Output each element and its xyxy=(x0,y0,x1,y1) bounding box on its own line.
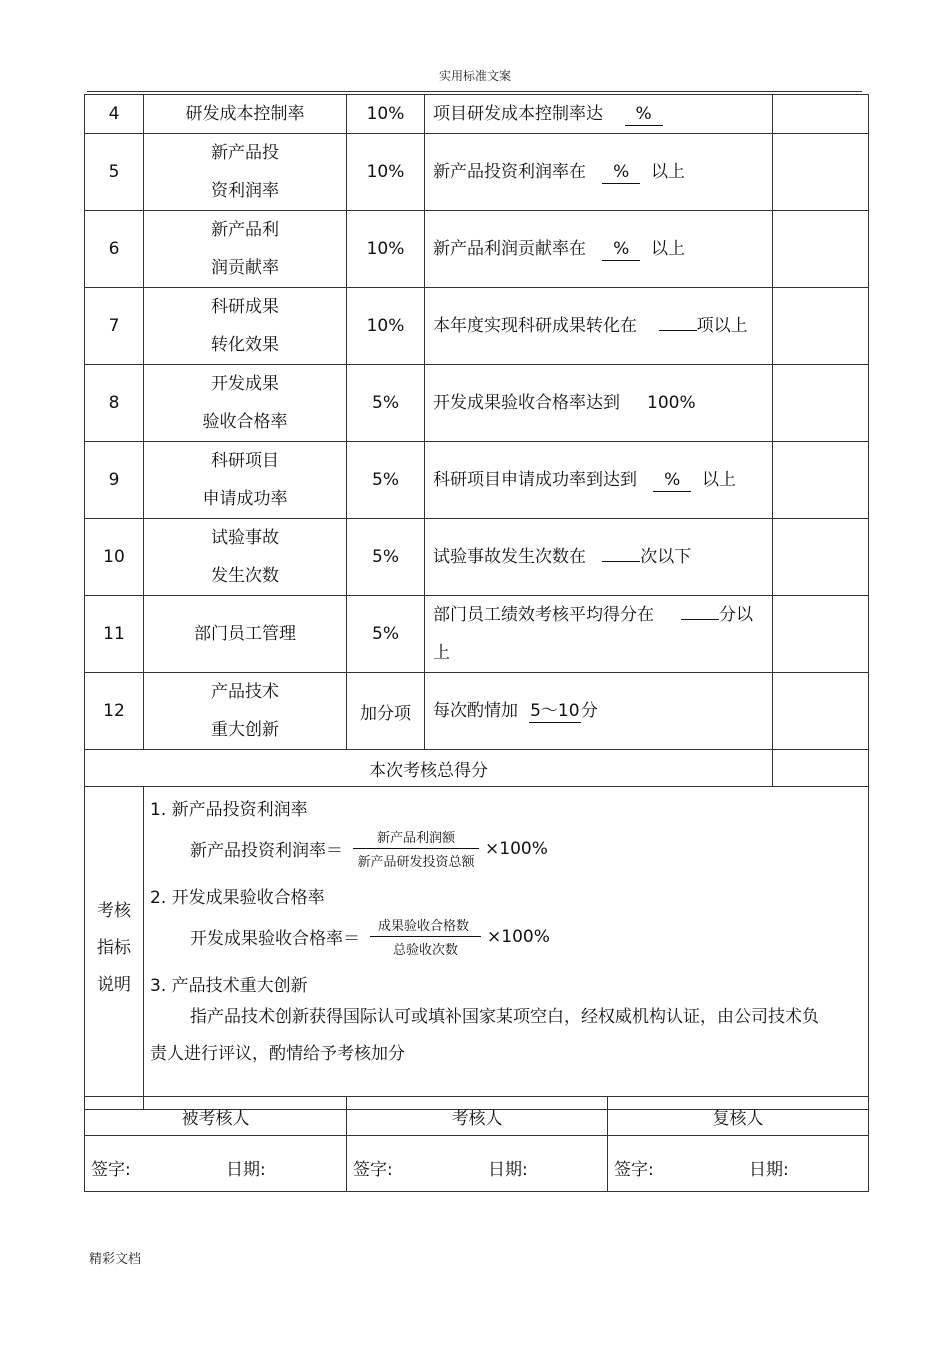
indicator-name-line: 新产品投 xyxy=(211,143,279,163)
signature-table xyxy=(84,1096,869,1192)
indicator-name-line: 资利润率 xyxy=(211,181,279,201)
target-text: 部门员工绩效考核平均得分在 xyxy=(433,605,654,625)
target-suffix: 100% xyxy=(647,393,696,413)
table-row xyxy=(85,442,869,519)
target-suffix: 次以下 xyxy=(640,547,692,567)
target-suffix: 以上 xyxy=(651,239,686,259)
sign-label: 签字: xyxy=(353,1160,393,1180)
score-cell xyxy=(773,673,869,750)
indicator-name-line: 发生次数 xyxy=(211,566,279,586)
total-score-label: 本次考核总得分 xyxy=(85,750,773,787)
explanation-label xyxy=(85,787,144,1110)
target-suffix: 以上 xyxy=(702,470,737,490)
indicator-name-line: 科研成果 xyxy=(211,297,279,317)
explanation-row xyxy=(85,787,869,1110)
indicator-name xyxy=(144,365,347,442)
score-cell xyxy=(773,95,869,134)
table-row xyxy=(85,95,869,134)
target-description xyxy=(425,95,773,134)
target-text: 新产品利润贡献率在 xyxy=(433,239,586,259)
weight-cell: 5% xyxy=(347,519,425,596)
target-description xyxy=(425,519,773,596)
indicator-name xyxy=(144,596,347,673)
target-text: 项目研发成本控制率达 xyxy=(433,104,603,124)
formula-1-multiplier: ×100% xyxy=(485,838,548,859)
formula-2-numerator: 成果验收合格数 xyxy=(370,915,481,937)
formula-2-fraction xyxy=(370,915,481,958)
target-suffix: 以上 xyxy=(651,162,686,182)
formula-1-fraction xyxy=(353,827,479,870)
indicator-name xyxy=(144,95,347,134)
indicator-name xyxy=(144,211,347,288)
weight-cell: 加分项 xyxy=(347,673,425,750)
row-number: 10 xyxy=(85,519,144,596)
explanation-label-line: 说明 xyxy=(97,974,131,995)
weight-cell: 10% xyxy=(347,95,425,134)
total-score-cell xyxy=(773,750,869,787)
explanation-label-line: 指标 xyxy=(97,937,131,958)
formula-2-multiplier: ×100% xyxy=(487,926,550,947)
weight-cell: 5% xyxy=(347,365,425,442)
date-label: 日期: xyxy=(226,1160,266,1180)
target-description xyxy=(425,673,773,750)
indicator-name xyxy=(144,442,347,519)
row-number: 9 xyxy=(85,442,144,519)
indicator-name-line: 产品技术 xyxy=(211,682,279,702)
indicator-name-line: 润贡献率 xyxy=(211,258,279,278)
formula-1-numerator: 新产品利润额 xyxy=(353,827,479,849)
table-row xyxy=(85,596,869,673)
target-suffix: 项以上 xyxy=(696,316,748,336)
row-number: 12 xyxy=(85,673,144,750)
table-row xyxy=(85,134,869,211)
target-description xyxy=(425,211,773,288)
fill-blank: 5～10 xyxy=(530,701,580,721)
indicator-name-line: 部门员工管理 xyxy=(194,624,296,644)
header-divider xyxy=(87,91,862,92)
fill-blank xyxy=(659,330,697,331)
fill-blank: % xyxy=(602,161,640,184)
target-suffix: 分以 xyxy=(719,605,754,625)
row-number: 8 xyxy=(85,365,144,442)
row-number: 4 xyxy=(85,95,144,134)
item-3-description: 指产品技术创新获得国际认可或填补国家某项空白，经权威机构认证，由公司技术负责人进行评议，酌情给予考核加分 xyxy=(150,1007,819,1064)
target-description xyxy=(425,288,773,365)
indicator-name-line: 重大创新 xyxy=(211,720,279,740)
assessee-signature-cell[interactable] xyxy=(85,1136,347,1192)
indicator-name-line: 转化效果 xyxy=(211,335,279,355)
indicator-name xyxy=(144,288,347,365)
assessment-table xyxy=(84,94,869,1110)
assessor-signature-cell[interactable] xyxy=(347,1136,608,1192)
score-cell xyxy=(773,596,869,673)
date-label: 日期: xyxy=(749,1160,789,1180)
score-cell xyxy=(773,134,869,211)
target-description xyxy=(425,442,773,519)
score-cell xyxy=(773,288,869,365)
page-footer: 精彩文档 xyxy=(89,1252,142,1267)
indicator-name xyxy=(144,134,347,211)
target-description xyxy=(425,365,773,442)
target-text: 新产品投资利润率在 xyxy=(433,162,586,182)
fill-blank: % xyxy=(625,103,663,126)
sign-label: 签字: xyxy=(614,1160,654,1180)
page-header-title: 实用标准文案 xyxy=(438,69,511,83)
row-number: 5 xyxy=(85,134,144,211)
fill-blank: % xyxy=(602,238,640,261)
reviewer-header: 复核人 xyxy=(608,1097,869,1136)
weight-cell: 5% xyxy=(347,442,425,519)
table-row xyxy=(85,673,869,750)
target-text: 每次酌情加 xyxy=(433,701,518,721)
indicator-name-line: 开发成果 xyxy=(211,374,279,394)
score-cell xyxy=(773,365,869,442)
sign-label: 签字: xyxy=(91,1160,131,1180)
weight-cell: 5% xyxy=(347,596,425,673)
indicator-name-line: 试验事故 xyxy=(211,528,279,548)
item-3-title: 3. 产品技术重大创新 xyxy=(150,976,308,996)
row-number: 6 xyxy=(85,211,144,288)
indicator-name-line: 研发成本控制率 xyxy=(185,104,305,124)
score-cell xyxy=(773,211,869,288)
assessor-header: 考核人 xyxy=(347,1097,608,1136)
fill-blank: % xyxy=(653,469,691,492)
indicator-name-line: 申请成功率 xyxy=(202,489,288,509)
target-text: 本年度实现科研成果转化在 xyxy=(433,316,637,336)
table-row xyxy=(85,288,869,365)
table-row xyxy=(85,365,869,442)
row-number: 7 xyxy=(85,288,144,365)
score-cell xyxy=(773,442,869,519)
table-row xyxy=(85,211,869,288)
formula-1-lhs: 新产品投资利润率＝ xyxy=(190,841,343,861)
explanation-content xyxy=(144,787,869,1110)
formula-1-denominator: 新产品研发投资总额 xyxy=(357,855,475,870)
target-text: 试验事故发生次数在 xyxy=(433,547,586,567)
row-number: 11 xyxy=(85,596,144,673)
formula-2 xyxy=(190,915,550,958)
indicator-name-line: 验收合格率 xyxy=(202,412,288,432)
score-cell xyxy=(773,519,869,596)
fill-blank xyxy=(681,619,719,620)
weight-cell: 10% xyxy=(347,211,425,288)
weight-cell: 10% xyxy=(347,288,425,365)
fill-blank xyxy=(602,561,640,562)
item-1-title: 1. 新产品投资利润率 xyxy=(150,800,308,820)
target-description xyxy=(425,134,773,211)
table-row xyxy=(85,519,869,596)
formula-2-lhs: 开发成果验收合格率＝ xyxy=(190,929,360,949)
target-suffix: 分 xyxy=(580,701,598,721)
indicator-name xyxy=(144,673,347,750)
item-2-title: 2. 开发成果验收合格率 xyxy=(150,888,325,908)
target-text: 科研项目申请成功率到达到 xyxy=(433,470,637,490)
indicator-name-line: 科研项目 xyxy=(211,451,279,471)
target-text: 开发成果验收合格率达到 xyxy=(433,393,620,413)
formula-1 xyxy=(190,827,548,870)
reviewer-signature-cell[interactable] xyxy=(608,1136,869,1192)
total-row xyxy=(85,750,869,787)
formula-2-denominator: 总验收次数 xyxy=(393,943,459,958)
indicator-name-line: 新产品利 xyxy=(211,220,279,240)
target-description xyxy=(425,596,773,673)
date-label: 日期: xyxy=(488,1160,528,1180)
target-text-continued: 上 xyxy=(433,643,450,663)
explanation-label-line: 考核 xyxy=(97,900,131,921)
weight-cell: 10% xyxy=(347,134,425,211)
assessee-header: 被考核人 xyxy=(85,1097,347,1136)
indicator-name xyxy=(144,519,347,596)
